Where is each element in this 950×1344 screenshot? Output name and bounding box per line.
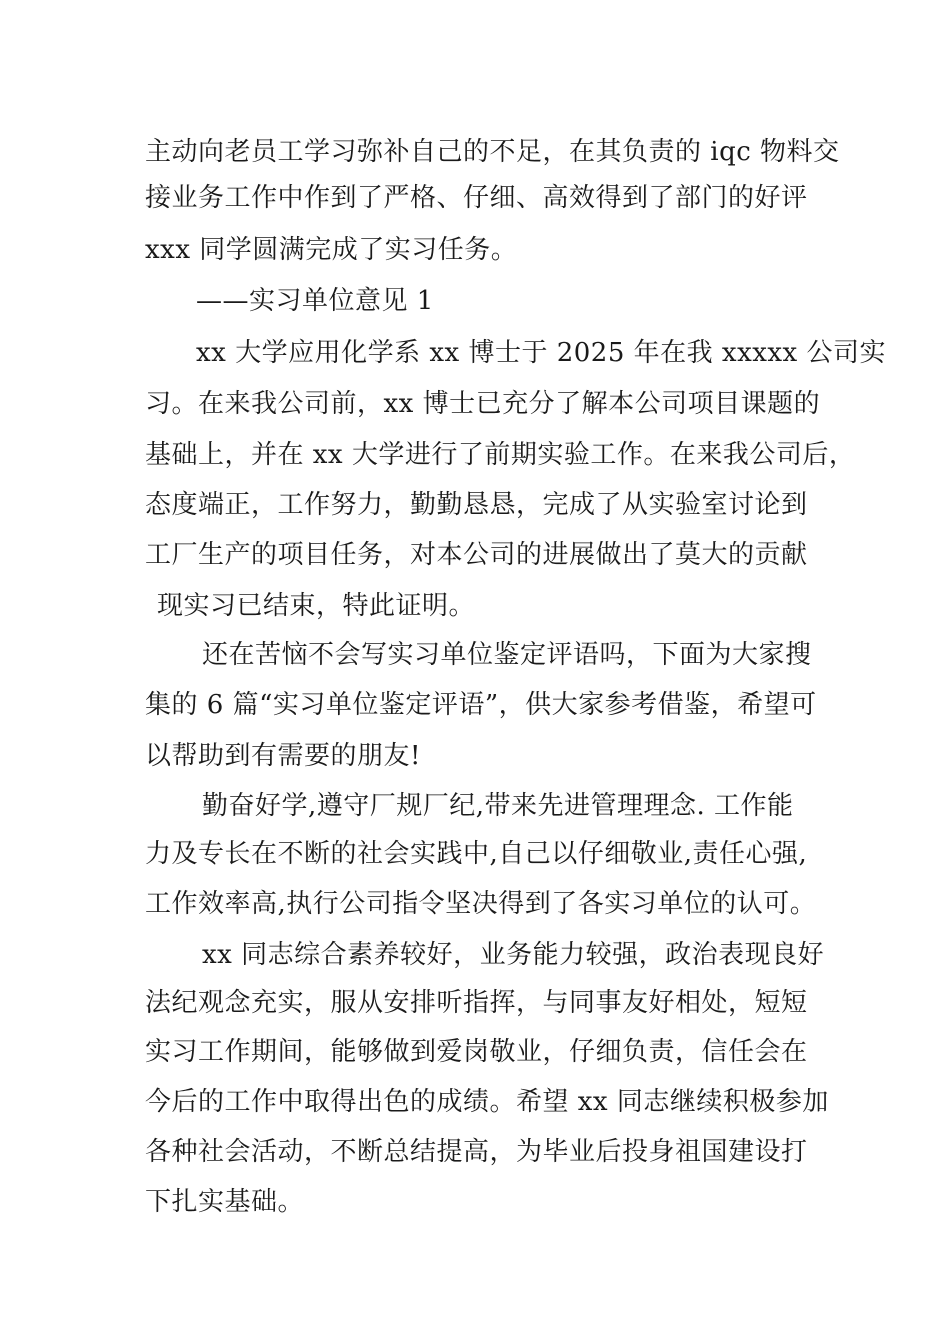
text-line: 工厂生产的项目任务，对本公司的进展做出了莫大的贡献: [145, 540, 808, 570]
text-line: 主动向老员工学习弥补自己的不足，在其负责的 iqc 物料交: [145, 137, 840, 167]
text-line: 各种社会活动，不断总结提高，为毕业后投身祖国建设打: [145, 1137, 808, 1167]
text-line: xxx 同学圆满完成了实习任务。: [145, 235, 518, 265]
text-line: 今后的工作中取得出色的成绩。希望 xx 同志继续积极参加: [145, 1087, 829, 1117]
text-line: 实习工作期间，能够做到爱岗敬业，仔细负责，信任会在: [145, 1037, 808, 1067]
text-line: 基础上，并在 xx 大学进行了前期实验工作。在来我公司后，: [145, 440, 856, 470]
text-line: 下扎实基础。: [145, 1187, 305, 1217]
text-line: 工作效率高,执行公司指令坚决得到了各实习单位的认可。: [145, 889, 817, 919]
text-line: xx 同志综合素养较好，业务能力较强，政治表现良好: [202, 940, 825, 970]
text-line: 勤奋好学,遵守厂规厂纪,带来先进管理理念. 工作能: [202, 791, 794, 821]
text-line: 以帮助到有需要的朋友!: [145, 741, 421, 771]
text-line: 态度端正，工作努力，勤勤恳恳，完成了从实验室讨论到: [145, 490, 808, 520]
text-line: 力及专长在不断的社会实践中,自己以仔细敬业,责任心强,: [145, 839, 808, 869]
text-line: 现实习已结束，特此证明。: [157, 591, 476, 621]
text-line: 还在苦恼不会写实习单位鉴定评语吗，下面为大家搜: [202, 640, 812, 670]
text-line: 接业务工作中作到了严格、仔细、高效得到了部门的好评: [145, 183, 808, 213]
text-line: 习。在来我公司前，xx 博士已充分了解本公司项目课题的: [145, 389, 821, 419]
text-line: ——实习单位意见 1: [196, 286, 434, 316]
text-line: 法纪观念充实，服从安排听指挥，与同事友好相处，短短: [145, 988, 808, 1018]
text-line: xx 大学应用化学系 xx 博士于 2025 年在我 xxxxx 公司实: [196, 338, 886, 368]
text-line: 集的 6 篇“实习单位鉴定评语”，供大家参考借鉴，希望可: [145, 690, 817, 720]
